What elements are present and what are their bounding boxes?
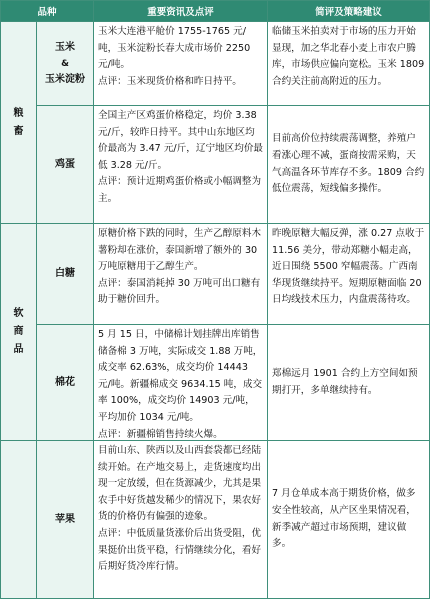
variety-egg [37,106,94,224]
variety-cotton [37,325,94,441]
variety-corn-line1: 玉米 [55,41,75,53]
news-corn: 玉米大连港平舱价 1755-1765 元/吨，玉米淀粉长春大成市场价 2250 元/吨。 点评：玉米现货价格和昨日持平。 [94,22,268,106]
strategy-apple [268,441,430,599]
header-news: 重要资讯及点评 [94,1,268,22]
strategy-egg [268,106,430,224]
news-sugar: 原糖价格下跌的同时，生产乙醇原料木薯粉却在涨价，泰国新增了额外的 30 万吨原糖用于乙醇生产。 点评：泰国消耗掉 30 万吨可出口糖有助于糖价回升。 [94,224,268,325]
variety-corn [37,22,94,106]
category-blank [1,441,37,599]
strategy-cotton [268,325,430,441]
variety-egg-label: 鸡蛋 [55,158,75,170]
header-strategy: 简评及策略建议 [268,1,430,22]
variety-sugar-label: 白糖 [55,268,75,279]
variety-apple [37,441,94,599]
strategy-cotton-text: 郑棉远月 1901 合约上方空间如预期打开，多单继续持有。 [272,367,418,396]
strategy-egg-text: 目前高价位持续震荡调整，养殖户看涨心理不减，蛋商按需采购，天气高温各环节库存不多。1809 合约低位震荡，短线偏多操作。 [272,133,425,195]
strategy-sugar: 昨晚原糖大幅反弹，涨 0.27 点收于 11.56 美分，带动郑糖小幅走高，近日围绕 5500 窄幅震荡。广西南华现货继续持平。短期原糖面临 20 日均线技术压力，内盘震荡待攻。 [268,224,430,325]
category-grain: 粮 畜 [1,22,37,224]
news-apple: 目前山东、陕西以及山西套袋都已经陆续开始。在产地交易上，走货速度均出现一定放缓，但在货源减少，尤其是果农手中好货越发稀少的情况下，果农好货的价格仍有偏强的迹象。 点评：中低质量货涨价后出货受阻，优果挺价出货平稳，行情继续分化，看好后期好货冷库行情。 [94,441,268,599]
strategy-apple-text: 7 月仓单成本高于期货价格，做多安全性较高，从产区坐果情况看，新季减产超过市场预期，建议做多。 [272,488,416,550]
strategy-corn: 临储玉米拍卖对于市场的压力开始显现，加之华北春小麦上市农户腾库，市场供应偏向宽松。玉米 1809 合约关注前高附近的压力。 [268,22,430,106]
variety-sugar [37,224,94,325]
category-soft: 软 商 品 [1,224,37,441]
variety-corn-line3: 玉米淀粉 [45,73,85,85]
news-egg: 全国主产区鸡蛋价格稳定，均价 3.38 元/斤，较昨日持平。其中山东地区均价最高为 3.47 元/斤，辽宁地区均价最低 3.28 元/斤。 点评：预计近期鸡蛋价格或小幅调整为主。 [94,106,268,224]
news-cotton: 5 月 15 日，中储棉计划挂牌出库销售储备棉 3 万吨，实际成交 1.88 万吨，成交率 62.63%，成交均价 14443 元/吨。新疆棉成交 9634.15 吨，成交率 100%，成交均价 14903 元/吨，平均加价 1034 元/吨。 点评：新疆棉销售持续火爆。 [94,325,268,441]
variety-corn-ampersand: & [61,58,69,69]
variety-apple-label: 苹果 [55,513,75,525]
variety-cotton-label: 棉花 [55,376,75,388]
header-category: 品种 [1,1,94,22]
